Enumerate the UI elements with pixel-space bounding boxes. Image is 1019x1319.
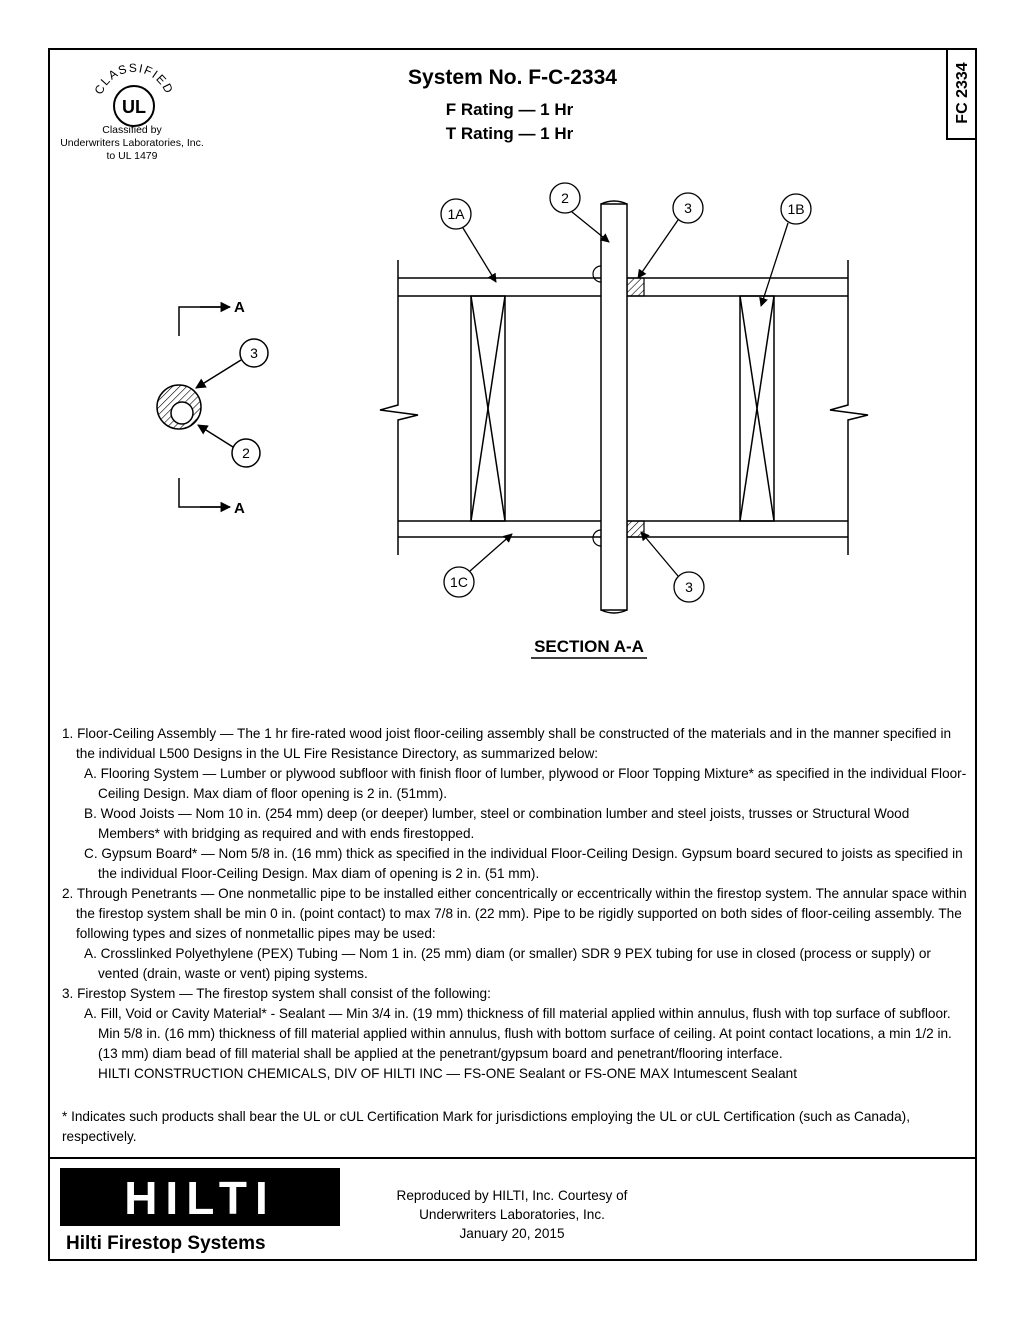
note-item: 1. Floor-Ceiling Assembly — The 1 hr fire-rated wood joist floor-ceiling assembly shall be constructed of the materials and in the manner specified in the individual L500 Designs in the UL Fire Resistance Directory, as summarized below: <box>62 726 952 761</box>
note-item: 2. Through Penetrants — One nonmetallic pipe to be installed either concentrically or eccentrically within the firestop system. The annular space within the firestop system shall be min 0 in. (point contact) to max 7/8 in. (22 mm). Pipe to be rigidly supported on both sides of floor-ceiling assembly. The following types and sizes of nonmetallic pipes may be used: <box>62 886 967 941</box>
hilti-logo-text: HILTI <box>124 1172 276 1224</box>
plan-callout-2-label: 2 <box>242 445 250 461</box>
note-subitem: A. Flooring System — Lumber or plywood subfloor with finish floor of lumber, plywood or Floor Topping Mixture* as specified in the individual Floor-Ceiling Design. Max diam of floor opening is 2 in. (51mm). <box>84 766 967 801</box>
footnote: * Indicates such products shall bear the UL or cUL Certification Mark for jurisdictions employing the UL or cUL Certification (such as Canada), respectively. <box>62 1109 910 1144</box>
callout-3-top-label: 3 <box>684 200 692 216</box>
section-mark-bottom: A <box>234 500 245 517</box>
wood-joist-left <box>471 296 505 521</box>
through-penetrant-pipe <box>601 201 627 613</box>
ul-letters: UL <box>122 97 146 117</box>
f-rating: F Rating — 1 Hr <box>445 100 574 119</box>
callout-2-label: 2 <box>561 190 569 206</box>
plan-callout-3-label: 3 <box>250 345 258 361</box>
wood-joist-right <box>740 296 774 521</box>
callout-1c-label: 1C <box>450 574 468 590</box>
section-title: SECTION A-A <box>534 637 644 656</box>
ul-caption-line: Classified by <box>102 124 162 136</box>
plan-view <box>157 307 268 507</box>
system-notes <box>62 724 967 1084</box>
hilti-logo <box>60 1168 340 1226</box>
system-number: System No. F-C-2334 <box>408 66 617 89</box>
repro-line: January 20, 2015 <box>459 1226 565 1241</box>
ul-arc-text: CLASSIFIED <box>91 60 177 97</box>
ul-caption-line: Underwriters Laboratories, Inc. <box>60 137 204 149</box>
hilti-tagline: Hilti Firestop Systems <box>66 1233 266 1254</box>
note-item: 3. Firestop System — The firestop system shall consist of the following: <box>62 986 491 1001</box>
repro-line: Reproduced by HILTI, Inc. Courtesy of <box>396 1188 628 1203</box>
callout-1a-label: 1A <box>447 206 465 222</box>
callout-1b-label: 1B <box>787 201 805 217</box>
note-subitem: A. Fill, Void or Cavity Material* - Sealant — Min 3/4 in. (19 mm) thickness of fill material applied within annulus, flush with top surface of subfloor. Min 5/8 in. (16 mm) thickness of fill material applied within annulus, flush with bottom surface of ceiling. At point contact locations, a min 1/2 in. (13 mm) diam bead of fill material shall be applied at the penetrant/gypsum board and penetrant/flooring interface. <box>84 1006 952 1061</box>
ul-caption-line: to UL 1479 <box>106 150 158 162</box>
note-subitem: C. Gypsum Board* — Nom 5/8 in. (16 mm) thick as specified in the individual Floor-Ceiling Design. Gypsum board secured to joists as specified in the individual Floor-Ceiling Design. Max diam of opening is 2 in. (51 mm). <box>84 846 963 881</box>
note-subitem: A. Crosslinked Polyethylene (PEX) Tubing — Nom 1 in. (25 mm) diam (or smaller) SDR 9 PEX tubing for use in closed (process or supply) or vented (drain, waste or vent) piping systems. <box>84 946 931 981</box>
side-tag-label: FC 2334 <box>953 62 971 124</box>
note-subitem: B. Wood Joists — Nom 10 in. (254 mm) deep (or deeper) lumber, steel or combination lumber and steel joists, trusses or Structural Wood Members* with bridging as required and with ends firestopped. <box>84 806 910 841</box>
footer-divider <box>48 1157 977 1159</box>
section-mark-top: A <box>234 299 245 316</box>
note-product-line: HILTI CONSTRUCTION CHEMICALS, DIV OF HILTI INC — FS-ONE Sealant or FS-ONE MAX Intumescent Sealant <box>98 1066 797 1081</box>
t-rating: T Rating — 1 Hr <box>445 124 574 143</box>
repro-line: Underwriters Laboratories, Inc. <box>419 1207 605 1222</box>
callout-3-bottom-label: 3 <box>685 579 693 595</box>
reproduction-credit <box>330 1186 694 1243</box>
